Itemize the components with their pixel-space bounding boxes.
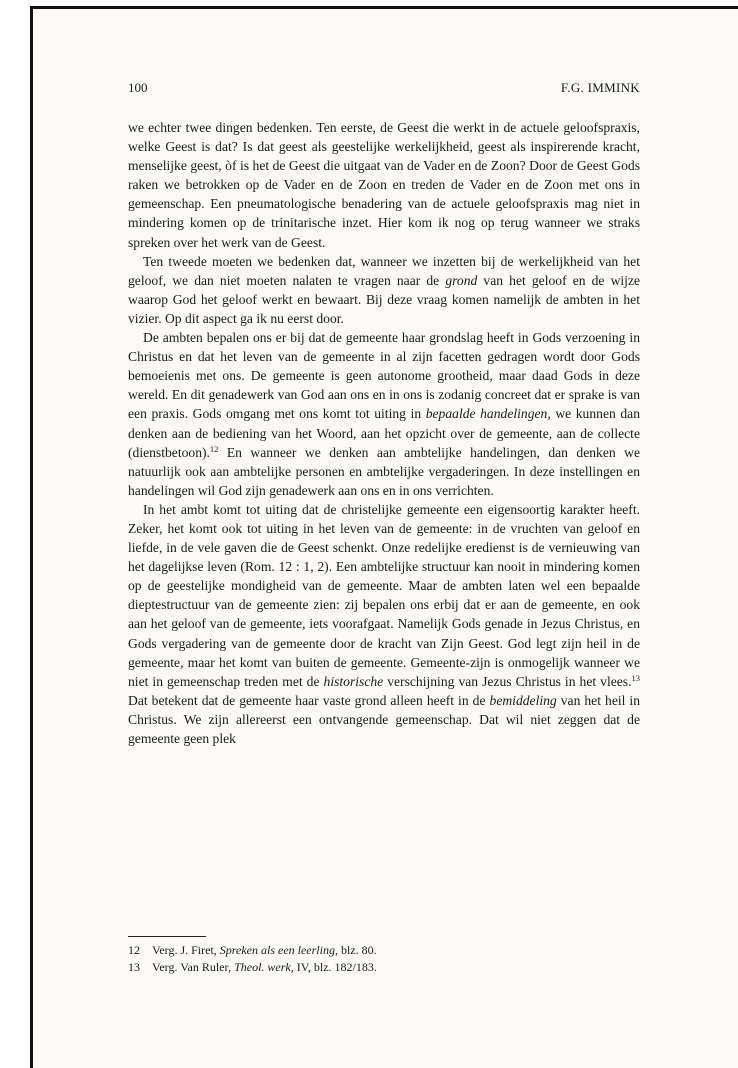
footnote-number: 13 bbox=[128, 960, 140, 974]
footnote-ref-13: 13 bbox=[631, 672, 640, 683]
scan-edge-top bbox=[30, 6, 738, 9]
footnote-rule bbox=[128, 936, 206, 937]
paragraph-text: verschijning van Jezus Christus in het vlees. bbox=[383, 673, 632, 689]
paragraph-text: van het geloof en de wijze waarop God het geloof werkt en bewaart. Bij deze vraag komen namelijk de ambten in het vizier. Op dit aspect ga ik nu eerst door. bbox=[128, 272, 641, 326]
footnote-prefix: Verg. Van Ruler, bbox=[152, 960, 235, 974]
footnote-12 bbox=[128, 942, 640, 959]
emphasis: grond bbox=[445, 272, 478, 288]
footnotes bbox=[128, 942, 640, 976]
page-number: 100 bbox=[128, 80, 148, 95]
footnote-text bbox=[152, 942, 377, 959]
footnote-13 bbox=[128, 959, 640, 976]
footnote-title: Theol. werk, bbox=[234, 960, 294, 974]
paragraph-text: Dat betekent dat de gemeente haar vaste grond alleen heeft in de bbox=[128, 692, 490, 708]
paragraph-text: van het heil in Christus. We zijn allereerst een ontvangende gemeenschap. Dat wil niet zeggen dat de gemeente geen plek bbox=[128, 692, 640, 746]
emphasis: historische bbox=[323, 673, 384, 689]
running-author: F.G. IMMINK bbox=[560, 80, 640, 95]
body-text bbox=[128, 118, 640, 748]
emphasis: bemiddeling bbox=[489, 692, 557, 708]
paragraph-text: we kunnen dan denken aan de bediening van het Woord, aan het opzicht over de gemeente, aan de collecte (dienstbetoon). bbox=[128, 406, 640, 460]
scan-edge-left bbox=[30, 6, 33, 1068]
paragraph-text: De ambten bepalen ons er bij dat de gemeente haar grondslag heeft in Gods verzoening in Christus en dat het leven van de gemeente in al zijn facetten gedragen wordt door Gods bemoeienis met ons. De gemeente is geen autonome grootheid, maar daad Gods in deze wereld. En dit genadewerk van God aan ons en in ons is zodanig concreet dat er sprake is van een praxis. Gods omgang met ons komt tot uiting in bbox=[128, 330, 640, 422]
footnote-suffix: , blz. 80. bbox=[334, 943, 377, 957]
running-header bbox=[128, 80, 640, 98]
paragraph-4 bbox=[128, 500, 640, 748]
paragraph-text: In het ambt komt tot uiting dat de christelijke gemeente een eigensoortig karakter heeft. Zeker, het komt ook tot uiting in het leven van de gemeente: in de vruchten van geloof en liefde, in de vele gaven die de Geest schenkt. Onze redelijke eredienst is de vernieuwing van het dagelijkse leven (Rom. 12 : 1, 2). Een ambtelijke structuur kan nooit in mindering komen op de geestelijke mondigheid van de gemeente. Maar de ambten laten wel een bepaalde dieptestructuur van de gemeente zien: zij bepalen ons erbij dat er aan de gemeente, en ook aan het geloof van de gemeente, iets voorafgaat. Namelijk Gods genade in Jezus Christus, en Gods vergadering van de gemeente door de kracht van Zijn Geest. God legt zijn heil in de gemeente, maar het komt van buiten de gemeente. Gemeente-zijn is onmogelijk wanneer we niet in gemeenschap treden met de bbox=[128, 501, 640, 689]
paragraph-text: Ten tweede moeten we bedenken dat, wanneer we inzetten bij de werkelijkheid van het geloof, we dan niet moeten nalaten te vragen naar de bbox=[128, 253, 640, 288]
emphasis: bepaalde handelingen, bbox=[425, 406, 551, 422]
footnote-prefix: Verg. J. Firet, bbox=[152, 943, 220, 957]
footnote-ref-12: 12 bbox=[209, 443, 219, 454]
paragraph-2 bbox=[128, 252, 640, 328]
footnote-number: 12 bbox=[128, 943, 140, 957]
footnote-suffix: IV, blz. 182/183. bbox=[293, 960, 377, 974]
footnote-text bbox=[152, 959, 377, 976]
paragraph-text: we echter twee dingen bedenken. Ten eerste, de Geest die werkt in de actuele geloofspraxis, welke Geest is dat? Is dat geest als geestelijke werkelijkheid, geest als inspirerende kracht, menselijke geest, òf is het de Geest die uitgaat van de Vader en de Zoon? Door de Geest Gods raken we betrokken op de Vader en de Zoon en treden de Vader en de Zoon met ons in gemeenschap. Een pneumatologische benadering van de actuele geloofspraxis mag niet in mindering komen op de trinitarische inzet. Hier kom ik nog op terug wanneer we straks spreken over het werk van de Geest. bbox=[128, 120, 640, 250]
paragraph-text: En wanneer we denken aan ambtelijke handelingen, dan denken we natuurlijk ook aan ambtelijke personen en ambtelijke vergaderingen. In deze instellingen en handelingen wil God zijn genadewerk aan ons en in ons verrichten. bbox=[128, 444, 640, 498]
paragraph-3 bbox=[128, 328, 640, 500]
paragraph-1 bbox=[128, 118, 640, 252]
footnote-title: Spreken als een leerling bbox=[219, 943, 335, 957]
